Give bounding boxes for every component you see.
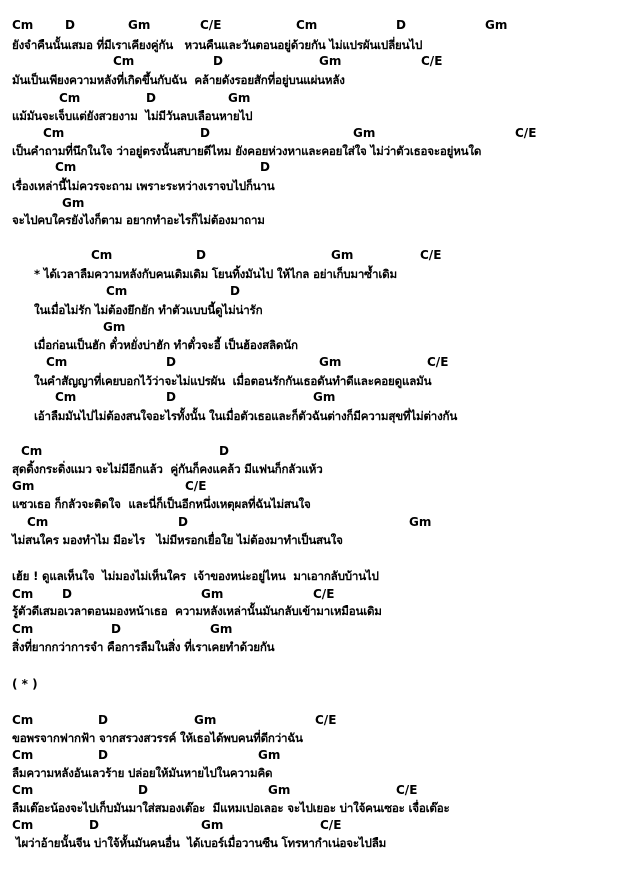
chord: D [178,515,188,529]
chord: Cm [12,783,34,797]
chord: D [98,713,108,727]
chord: Gm [353,126,376,140]
lyric-line: แซวเธอ ก็กลัวจะติดใจ และนี่ก็เป็นอีกหนึ่งเหตุผลที่ฉันไม่สนใจ [12,497,311,511]
chord: C/E [515,126,537,140]
chord: Gm [12,479,35,493]
chord: Gm [331,248,354,262]
chord: D [230,284,240,298]
chord: Gm [228,91,251,105]
chord: Cm [12,818,34,832]
chord: C/E [421,54,443,68]
lyric-line: มันเป็นเพียงความหลังที่เกิดขึ้นกับฉัน คล้ายดังรอยสักที่อยู่บนแผ่นหลัง [12,73,345,87]
chord: Gm [210,622,233,636]
chord: D [98,748,108,762]
chord: Gm [319,54,342,68]
chord: Gm [128,18,151,32]
chord: C/E [427,355,449,369]
chord-line [12,818,612,893]
chord: Cm [21,444,43,458]
chord: Cm [27,515,49,529]
chord: Cm [43,126,65,140]
chord: Cm [113,54,135,68]
chord: Cm [59,91,81,105]
chord: Gm [268,783,291,797]
chord: D [260,160,270,174]
chord: Cm [12,713,34,727]
chord: Gm [313,390,336,404]
chord: Gm [258,748,281,762]
chord: D [65,18,75,32]
chord: D [62,587,72,601]
chord: C/E [185,479,207,493]
lyric-line: ยังจำคืนนั้นเสมอ ที่มีเราเคียงคู่กัน หวนคืนและวันตอนอยู่ด้วยกัน ไม่แปรผันเปลี่ยนไป [12,38,423,52]
lyric-line: ในคำสัญญาที่เคยบอกไว้ว่าจะไม่แปรผัน เมื่อตอนรักกันเธอดันทำดีและคอยดูแลมัน [34,374,432,388]
chord: C/E [200,18,222,32]
chord: Gm [319,355,342,369]
chorus-repeat-marker: ( * ) [12,677,38,691]
chord: D [196,248,206,262]
chord: Gm [103,320,126,334]
lyric-line: จะไปคบใครยังไงก็ตาม อยากทำอะไรก็ไม่ต้องมาถาม [12,213,265,227]
chord: Gm [62,196,85,210]
lyric-line: เป็นคำถามที่นึกในใจ ว่าอยู่ตรงนั้นสบายดีไหม ยังคอยห่วงหาและคอยใส่ใจ ไม่ว่าตัวเธอจะอยู่หนใด [12,144,482,158]
chord: D [89,818,99,832]
lyric-line: ไม่สนใคร มองทำไม มีอะไร ไม่มีหรอกเยื่อใย ไม่ต้องมาทำเป็นสนใจ [12,533,343,547]
lyric-line: ลืมความหลังอันเลวร้าย ปล่อยให้มันหายไปในความคิด [12,766,273,780]
chord: C/E [313,587,335,601]
lyric-line: เอ้าลืมมันไปไม่ต้องสนใจอะไรทั้งนั้น ในเมื่อตัวเธอและก็ตัวฉันต่างก็มีความสุขที่ไม่ต่างกัน [34,409,458,423]
chord: Cm [106,284,128,298]
chord: Cm [46,355,68,369]
lyric-line: เมื่อก่อนเป็นฮัก ตั๋วหยั่งบ่าฮัก ทำตั๋วจะอี้ เป็นฮ้องสลิดนัก [34,338,298,352]
chord: Cm [12,587,34,601]
chord: Gm [409,515,432,529]
chord: D [146,91,156,105]
chord: Cm [55,390,77,404]
chord: Gm [194,713,217,727]
chord: D [213,54,223,68]
chord: Cm [12,18,34,32]
chord: D [138,783,148,797]
lyric-line: เฮ้ย ! ดูแลเห็นใจ ไม่มองไม่เห็นใคร เจ้าของหน่ะอยู่ไหน มาเอากลับบ้านไป [12,569,379,583]
lyric-line: สุดดิ้งกระดิ่งแมว จะไม่มีอีกแล้ว คู่กันก็คงแคล้ว มีแฟนก็กลัวแห้ว [12,462,323,476]
chord: Gm [485,18,508,32]
chord: C/E [320,818,342,832]
chord: D [111,622,121,636]
lyric-line: แม้มันจะเจ็บแต่ยังสวยงาม ไม่มีวันลบเลือนหายไป [12,109,253,123]
chord: C/E [420,248,442,262]
lyric-line: ขอพรจากฟากฟ้า จากสรวงสวรรค์ ให้เธอได้พบคนที่ดีกว่าฉัน [12,731,303,745]
chord: D [166,355,176,369]
lyric-line: เรื่องเหล่านี้ไม่ควรจะถาม เพราะระหว่างเราจบไปก็นาน [12,179,275,193]
chord: Cm [12,748,34,762]
chord: Cm [296,18,318,32]
chord: Cm [12,622,34,636]
chord: D [166,390,176,404]
chord: Gm [201,818,224,832]
chord: D [396,18,406,32]
chord: Gm [201,587,224,601]
lyric-line: ลืมเต๊อะน้องจะไปเก็บมันมาใส่สมองเต๊อะ มีแหมเปอเลอะ จะไปเยอะ บ่าใจ้คนเซอะ เจื่อเต๊อะ [12,801,450,815]
lyric-line: รู้ตัวดีเสมอเวลาตอนมองหน้าเธอ ความหลังเหล่านั้นมันกลับเข้ามาเหมือนเดิม [12,604,382,618]
lyric-line: ไผว่าอ้ายนั้นจีน บ่าใจ้หั้นมันคนอื่น ได้เบอร์เมื่อวานซืน โทรหากำเน่อจะไปลืม [12,836,387,850]
chord: Cm [91,248,113,262]
chord: C/E [396,783,418,797]
lyric-line: สิ่งที่ยากกว่าการจำ คือการลืมในสิ่ง ที่เราเคยทำด้วยกัน [12,640,275,654]
chord: D [219,444,229,458]
chord: D [200,126,210,140]
chord: C/E [315,713,337,727]
chord: Cm [55,160,77,174]
lyric-line: ในเมื่อไม่รัก ไม่ต้องยึกยัก ทำตัวแบบนี้ดูไม่น่ารัก [34,303,263,317]
chorus-line: * ได้เวลาลืมความหลังกับคนเดิมเดิม โยนทิ้งมันไป ให้ไกล อย่าเก็บมาซ้ำเดิม [34,267,397,281]
